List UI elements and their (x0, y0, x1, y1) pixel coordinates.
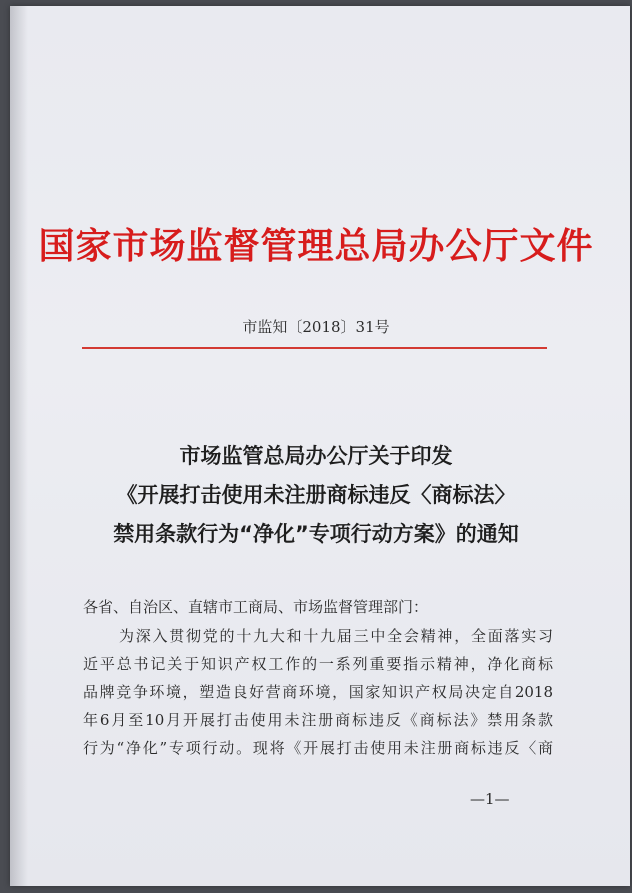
addressee-line: 各省、自治区、直辖市工商局、市场监督管理部门： (83, 598, 429, 616)
notice-title (0, 437, 632, 554)
body-line: 为深入贯彻党的十九大和十九届三中全会精神，全面落实习 (119, 627, 553, 645)
red-separator-line (82, 347, 547, 349)
body-line: 品牌竞争环境，塑造良好营商环境，国家知识产权局决定自2018 (83, 683, 553, 701)
notice-title-line: 禁用条款行为“净化”专项行动方案》的通知 (113, 522, 519, 546)
body-paragraph (83, 622, 553, 762)
page-number: —1— (470, 790, 510, 808)
notice-title-line: 《开展打击使用未注册商标违反〈商标法〉 (116, 483, 516, 507)
body-line: 年6月至10月开展打击使用未注册商标违反《商标法》禁用条款 (83, 711, 553, 729)
body-line: 行为“净化”专项行动。现将《开展打击使用未注册商标违反〈商 (83, 739, 553, 757)
notice-title-line: 市场监管总局办公厅关于印发 (179, 444, 453, 468)
body-line: 近平总书记关于知识产权工作的一系列重要指示精神，净化商标 (83, 655, 553, 673)
issuing-authority-header: 国家市场监督管理总局办公厅文件 (38, 225, 594, 267)
document-number: 市监知〔2018〕31号 (242, 318, 390, 336)
